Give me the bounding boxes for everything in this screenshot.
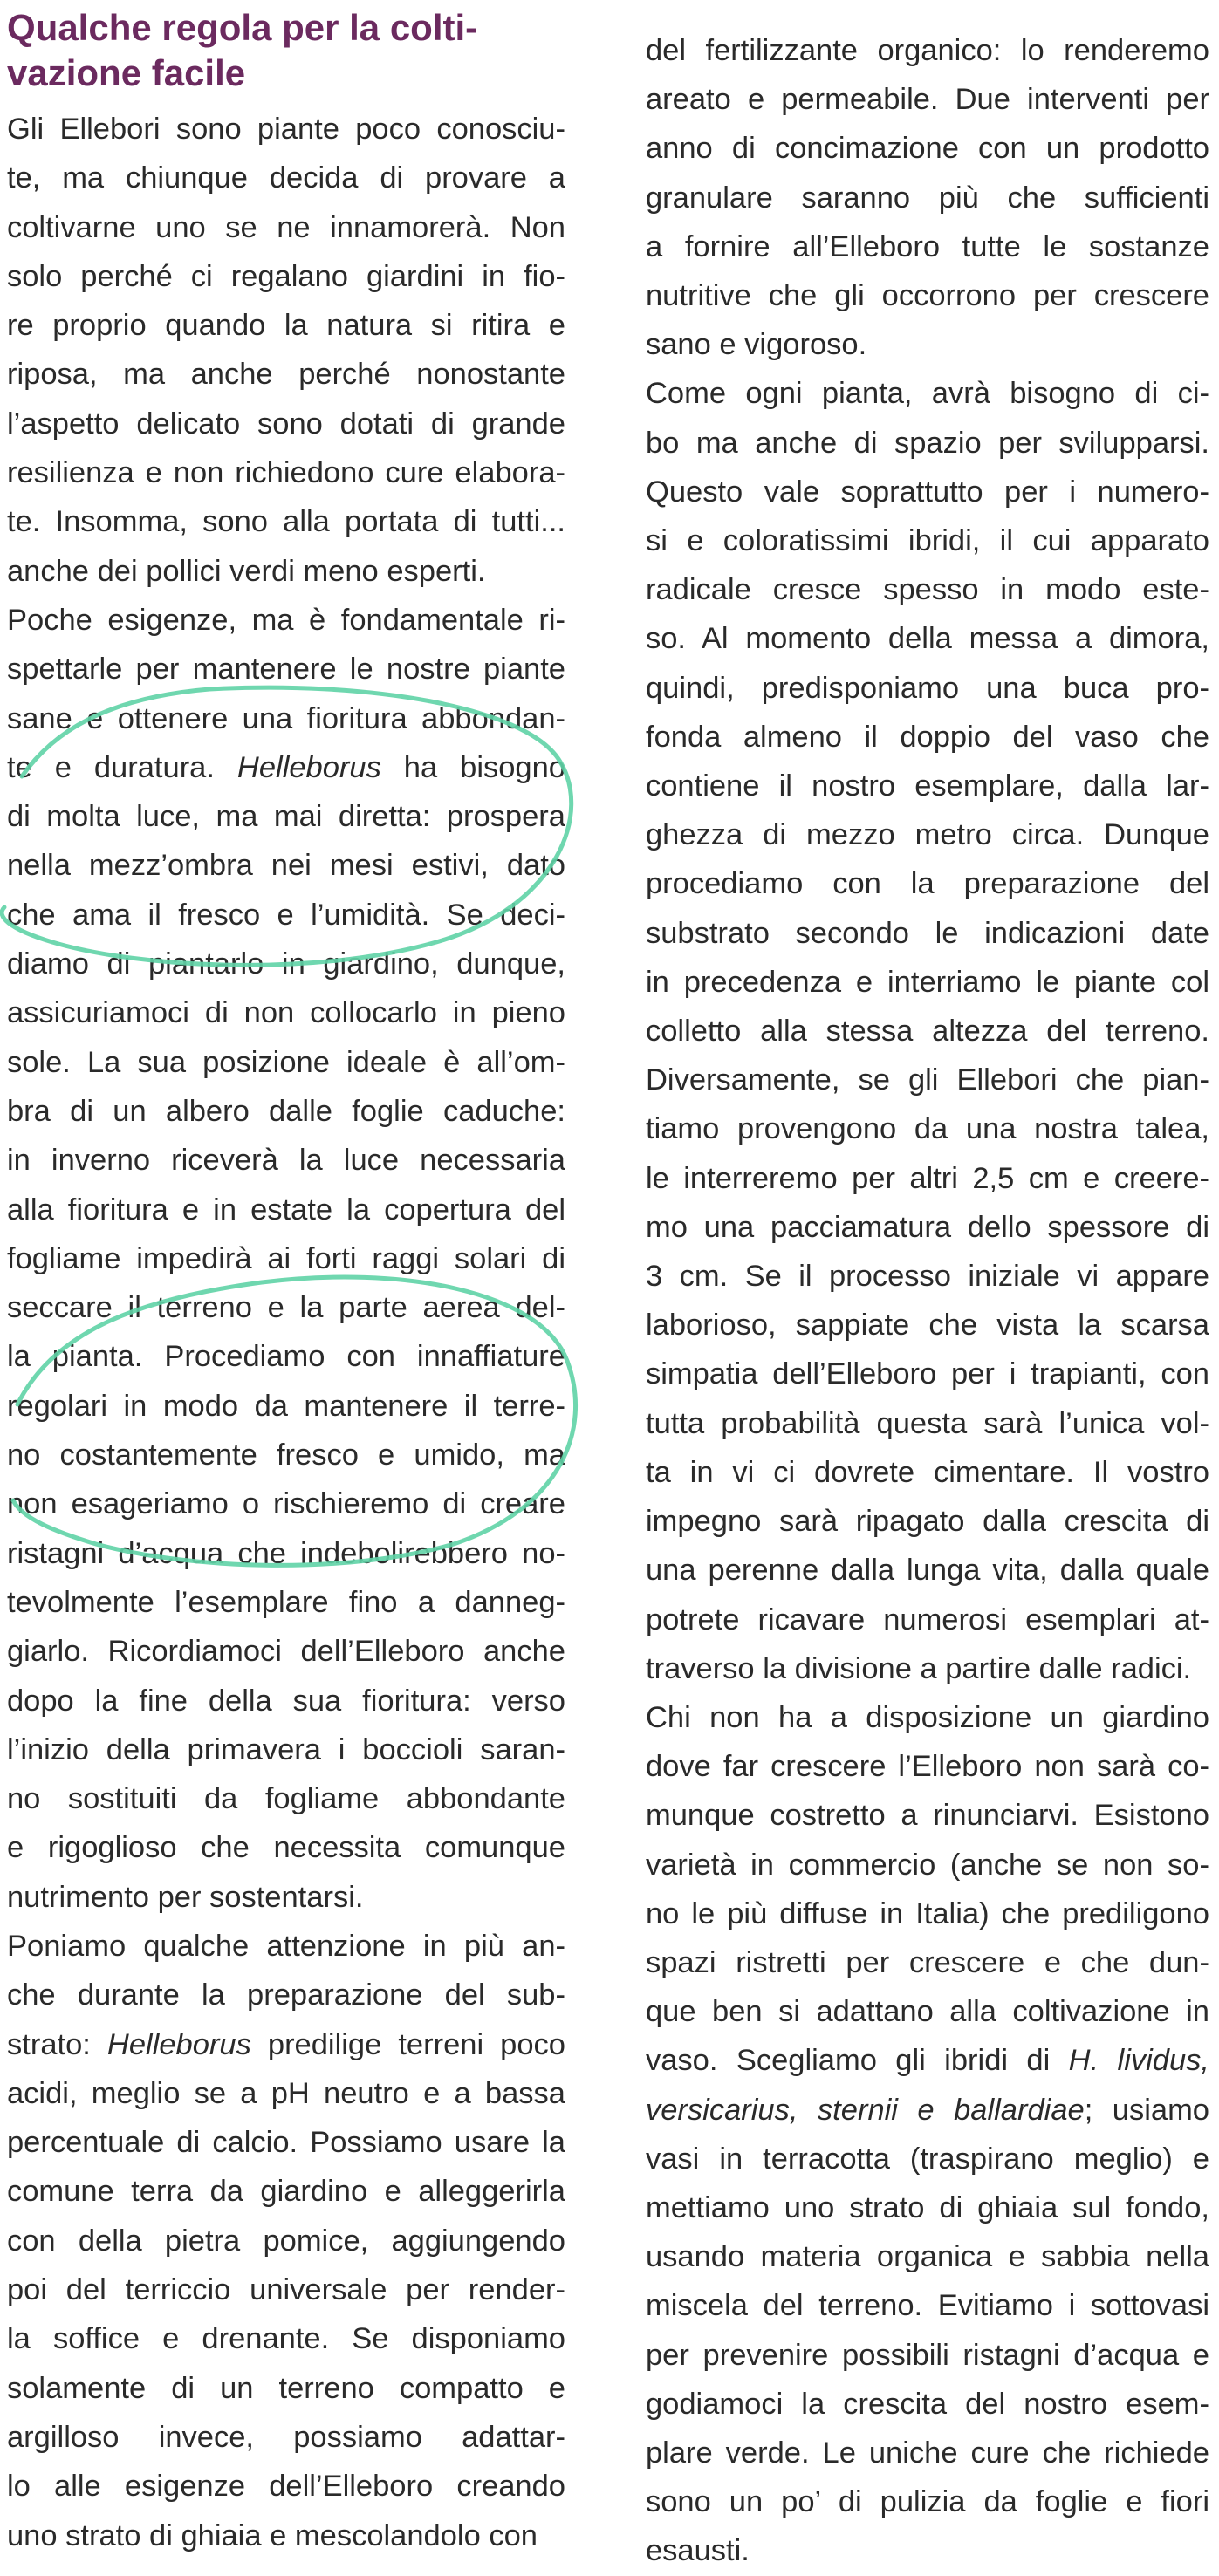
italic-term: versicarius, sternii e ballardiae	[646, 2093, 1085, 2127]
text-line: godiamoci la crescita del nostro esem-	[646, 2387, 1209, 2421]
text-fragment: te e duratura.	[7, 750, 237, 784]
text-line: in inverno riceverà la luce necessaria	[7, 1144, 565, 1178]
text-line: so. Al momento della messa a dimora,	[646, 622, 1209, 656]
text-line: non esageriamo o rischieremo di creare	[7, 1487, 565, 1521]
text-line: sane e ottenere una fioritura abbondan-	[7, 701, 565, 735]
text-line: tutta probabilità questa sarà l’unica vol-	[646, 1406, 1209, 1440]
text-line: lo alle esigenze dell’Elleboro creando	[7, 2470, 565, 2504]
text-line: uno strato di ghiaia e mescolandolo con	[7, 2518, 538, 2552]
text-fragment: vaso. Scegliamo gli ibridi di	[646, 2044, 1069, 2078]
text-line: simpatia dell’Elleboro per i trapianti, con	[646, 1357, 1209, 1391]
italic-term: H. lividus,	[1068, 2044, 1209, 2078]
text-line: contiene il nostro esemplare, dalla lar-	[646, 769, 1209, 803]
text-line: miscela del terreno. Evitiamo i sottovasi	[646, 2289, 1209, 2323]
text-line: no le più diffuse in Italia) che prediligono	[646, 1896, 1209, 1930]
text-line: bo ma anche di spazio per svilupparsi.	[646, 426, 1209, 460]
text-line: tevolmente l’esemplare fino a danneg-	[7, 1585, 565, 1619]
text-line: potrete ricavare numerosi esemplari at-	[646, 1602, 1209, 1636]
text-fragment: ; usiamo	[1084, 2093, 1209, 2127]
text-line: 3 cm. Se il processo iniziale vi appare	[646, 1260, 1209, 1294]
text-line: nella mezz’ombra nei mesi estivi, dato	[7, 849, 565, 883]
text-line: sole. La sua posizione ideale è all’om-	[7, 1045, 565, 1079]
text-line: esausti.	[646, 2534, 750, 2568]
text-line: del fertilizzante organico: lo renderemo	[646, 34, 1209, 67]
text-line: l’inizio della primavera i boccioli saran-	[7, 1732, 565, 1766]
text-line: comune terra da giardino e alleggerirla	[7, 2175, 565, 2209]
text-line: tiamo provengono da una nostra talea,	[646, 1112, 1209, 1146]
text-line: radicale cresce spesso in modo este-	[646, 573, 1209, 607]
text-line: areato e permeabile. Due interventi per	[646, 83, 1209, 117]
text-line: munque costretto a rinunciarvi. Esistono	[646, 1799, 1209, 1833]
left-column	[7, 0, 565, 2560]
text-line: te, ma chiunque decida di provare a	[7, 161, 565, 195]
text-line: alla fioritura e in estate la copertura del	[7, 1192, 565, 1227]
text-line: Come ogni pianta, avrà bisogno di ci-	[646, 377, 1209, 411]
text-line: colletto alla stessa altezza del terreno.	[646, 1015, 1209, 1049]
text-line: la soffice e drenante. Se disponiamo	[7, 2322, 565, 2356]
text-line: giarlo. Ricordiamoci dell’Elleboro anche	[7, 1635, 565, 1669]
text-line: con della pietra pomice, aggiungendo	[7, 2224, 565, 2258]
text-line: bra di un albero dalle foglie caduche:	[7, 1094, 565, 1128]
text-line: plare verde. Le uniche cure che richiede	[646, 2436, 1209, 2470]
text-line: que ben si adattano alla coltivazione in	[646, 1995, 1209, 2029]
text-line: solo perché ci regalano giardini in fio-	[7, 259, 565, 293]
text-line: le interreremo per altri 2,5 cm e creere-	[646, 1161, 1209, 1195]
text-line	[646, 2036, 1209, 2085]
article-title	[7, 5, 565, 96]
text-line: spazi ristretti per crescere e che dun-	[646, 1945, 1209, 1979]
text-line: granulare saranno più che sufficienti	[646, 181, 1209, 215]
italic-term: Helleborus	[106, 2027, 251, 2061]
text-fragment: strato:	[7, 2027, 107, 2061]
text-line: laborioso, sappiate che vista la scarsa	[646, 1308, 1209, 1343]
text-line: assicuriamoci di non collocarlo in pieno	[7, 996, 565, 1030]
text-line: e rigoglioso che necessita comunque	[7, 1831, 565, 1865]
text-line: poi del terriccio universale per render-	[7, 2273, 565, 2307]
text-line: impegno sarà ripagato dalla crescita di	[646, 1505, 1209, 1539]
text-line: Questo vale soprattutto per i numero-	[646, 475, 1209, 509]
text-line: che ama il fresco e l’umidità. Se deci-	[7, 898, 565, 932]
text-line: procediamo con la preparazione del	[646, 867, 1209, 901]
text-line: mo una pacciamatura dello spessore di	[646, 1210, 1209, 1244]
text-line: seccare il terreno e la parte aerea del-	[7, 1291, 565, 1325]
text-line: anno di concimazione con un prodotto	[646, 132, 1209, 166]
left-column-text	[7, 105, 565, 2560]
text-line: Diversamente, se gli Ellebori che pian-	[646, 1063, 1209, 1097]
text-line: di molta luce, ma mai diretta: prospera	[7, 800, 565, 834]
text-line: fogliame impedirà ai forti raggi solari di	[7, 1241, 565, 1275]
text-fragment: predilige terreni poco	[250, 2027, 565, 2061]
text-line: fonda almeno il doppio del vaso che	[646, 720, 1209, 754]
text-line: diamo di piantarlo in giardino, dunque,	[7, 947, 565, 981]
text-line	[7, 743, 565, 792]
text-line: ta in vi ci dovrete cimentare. Il vostro	[646, 1455, 1209, 1489]
text-line	[7, 2020, 565, 2069]
text-line: Poniamo qualche attenzione in più an-	[7, 1929, 565, 1963]
text-line: te. Insomma, sono alla portata di tutti...	[7, 505, 565, 539]
text-line: in precedenza e interriamo le piante col	[646, 965, 1209, 999]
text-line: solamente di un terreno compatto e	[7, 2371, 565, 2405]
right-column-text	[646, 26, 1209, 2576]
text-line: dopo la fine della sua fioritura: verso	[7, 1684, 565, 1718]
text-line: substrato secondo le indicazioni date	[646, 916, 1209, 950]
text-line: re proprio quando la natura si ritira e	[7, 309, 565, 343]
text-line: una perenne dalla lunga vita, dalla quale	[646, 1554, 1209, 1588]
text-line: no sostituiti da fogliame abbondante	[7, 1782, 565, 1816]
text-line: traverso la divisione a partire dalle radici.	[646, 1651, 1192, 1685]
text-line: anche dei pollici verdi meno esperti.	[7, 554, 486, 588]
text-line: acidi, meglio se a pH neutro e a bassa	[7, 2076, 565, 2110]
text-fragment: ha bisogno	[380, 750, 565, 784]
text-line: no costantemente fresco e umido, ma	[7, 1438, 565, 1472]
text-line: per prevenire possibili ristagni d’acqua e	[646, 2338, 1209, 2372]
text-line	[646, 2086, 1209, 2135]
text-line: a fornire all’Elleboro tutte le sostanze	[646, 229, 1209, 263]
text-line: nutritive che gli occorrono per crescere	[646, 279, 1209, 313]
title-line: Qualche regola per la colti-	[7, 7, 478, 48]
text-line: percentuale di calcio. Possiamo usare la	[7, 2126, 565, 2160]
text-line: riposa, ma anche perché nonostante	[7, 358, 565, 392]
text-line: mettiamo uno strato di ghiaia sul fondo,	[646, 2190, 1209, 2224]
text-line: sano e vigoroso.	[646, 328, 867, 362]
text-line: coltivarne uno se ne innamorerà. Non	[7, 210, 565, 244]
text-line: nutrimento per sostentarsi.	[7, 1880, 364, 1914]
text-line: varietà in commercio (anche se non so-	[646, 1848, 1209, 1882]
text-line: regolari in modo da mantenere il terre-	[7, 1389, 565, 1423]
text-line: la pianta. Procediamo con innaffiature	[7, 1340, 565, 1374]
text-line: argilloso invece, possiamo adattar-	[7, 2420, 565, 2454]
text-line: resilienza e non richiedono cure elabora-	[7, 456, 565, 490]
text-line: l’aspetto delicato sono dotati di grande	[7, 407, 565, 441]
text-line: Gli Ellebori sono piante poco conosciu-	[7, 113, 565, 146]
text-line: spettarle per mantenere le nostre piante	[7, 653, 565, 687]
text-line: vasi in terracotta (traspirano meglio) e	[646, 2142, 1209, 2176]
text-line: ristagni d’acqua che indebolirebbero no-	[7, 1536, 565, 1570]
italic-term: Helleborus	[236, 750, 381, 784]
text-line: Chi non ha a disposizione un giardino	[646, 1700, 1209, 1734]
text-line: si e coloratissimi ibridi, il cui apparato	[646, 524, 1209, 558]
text-line: sono un po’ di pulizia da foglie e fiori	[646, 2485, 1209, 2519]
text-line: che durante la preparazione del sub-	[7, 1978, 565, 2012]
text-line: quindi, predisponiamo una buca pro-	[646, 671, 1209, 705]
text-line: Poche esigenze, ma è fondamentale ri-	[7, 603, 565, 637]
text-line: usando materia organica e sabbia nella	[646, 2240, 1209, 2274]
title-line: vazione facile	[7, 52, 246, 93]
text-line: ghezza di mezzo metro circa. Dunque	[646, 818, 1209, 852]
text-line: dove far crescere l’Elleboro non sarà co-	[646, 1750, 1209, 1784]
